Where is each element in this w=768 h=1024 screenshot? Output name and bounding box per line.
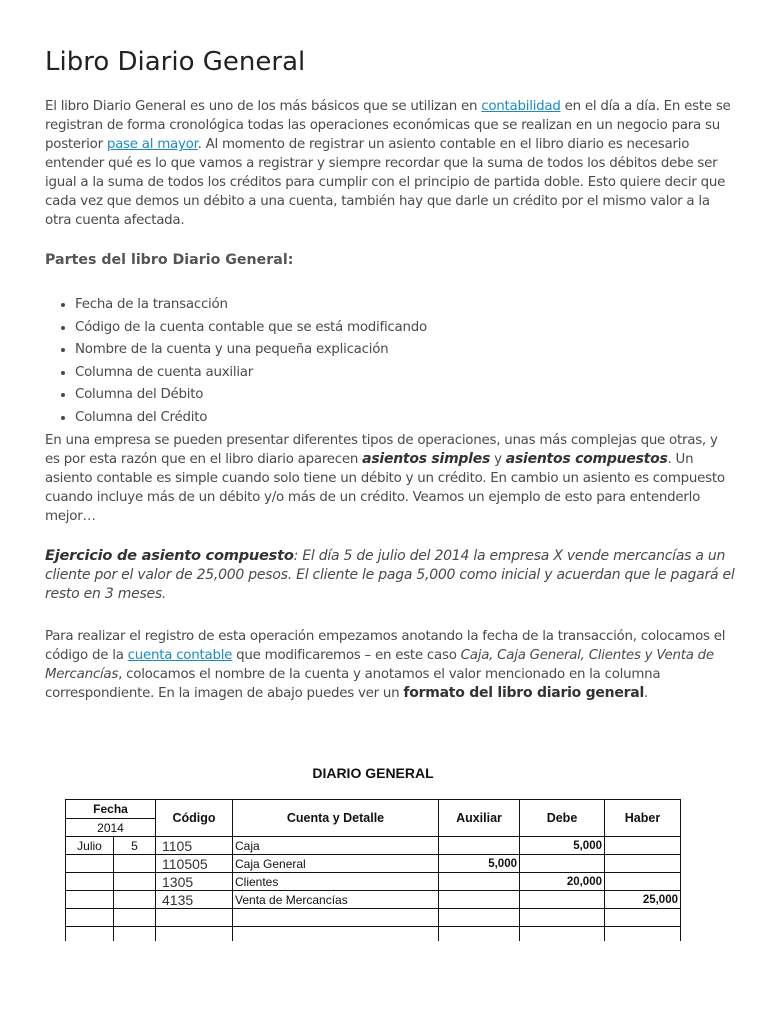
header-haber: Haber xyxy=(605,800,681,837)
asientos-simples-term: asientos simples xyxy=(362,451,491,467)
link-cuenta-contable[interactable]: cuenta contable xyxy=(127,648,233,663)
cell-day xyxy=(114,855,156,873)
cell-code: 4135 xyxy=(156,891,233,909)
list-item: • Columna del Débito xyxy=(75,384,735,407)
procedure-text-3: , colocamos el nombre de la cuenta y anotamos el valor mencionado en la columna correspondiente. En la imagen de abajo puedes ver un xyxy=(45,667,661,701)
cell-haber xyxy=(605,855,681,873)
intro-paragraph xyxy=(45,97,735,230)
cell-debe: 5,000 xyxy=(520,837,605,855)
cell-aux xyxy=(439,891,520,909)
empty-cell xyxy=(114,927,156,942)
page-title: Libro Diario General xyxy=(45,47,306,77)
cell-debe xyxy=(520,891,605,909)
exercise-text: : El día 5 de julio del 2014 la empresa X vende mercancías a un cliente por el valor de 25,000 pesos. El cliente le paga 5,000 como inicial y acuerdan que le pagará el resto en 3 meses. xyxy=(45,548,735,602)
table-header-row xyxy=(66,800,681,819)
empty-cell xyxy=(233,909,439,927)
cell-debe xyxy=(520,855,605,873)
header-cuenta: Cuenta y Detalle xyxy=(233,800,439,837)
procedure-text-1: Para realizar el registro de esta operación empezamos anotando la fecha de la transacción, colocamos el código de la xyxy=(45,629,726,663)
procedure-text-2: que modificaremos – en este caso xyxy=(232,648,461,663)
link-pase-al-mayor[interactable]: pase al mayor xyxy=(106,137,198,152)
intro-text-2: en el día a día. En este se registran de forma cronológica todas las operaciones económicas que se realizan en un negocio para su posterior xyxy=(45,99,731,152)
empty-cell xyxy=(520,927,605,942)
procedure-format-term: formato del libro diario general xyxy=(403,685,645,701)
types-paragraph xyxy=(45,431,735,526)
intro-text-1: El libro Diario General es uno de los más básicos que se utilizan en xyxy=(45,99,482,114)
list-item: • Columna de cuenta auxiliar xyxy=(75,362,735,385)
cell-day xyxy=(114,891,156,909)
empty-cell xyxy=(156,909,233,927)
header-debe: Debe xyxy=(520,800,605,837)
table-row xyxy=(66,855,681,873)
cell-code: 1105 xyxy=(156,837,233,855)
parts-list xyxy=(45,294,735,429)
procedure-text-4: . xyxy=(644,686,649,701)
list-item: • Nombre de la cuenta y una pequeña explicación xyxy=(75,339,735,362)
intro-text-3: . Al momento de registrar un asiento contable en el libro diario es necesario entender qué es lo que vamos a registrar y siempre recordar que la suma de todos los débitos debe ser igual a la suma de todos los créditos para cumplir con el principio de partida doble. Esto quiere decir que cada vez que demos un débito a una cuenta, también hay que darle un crédito por el mismo valor a la otra cuenta afectada. xyxy=(45,137,726,228)
empty-cell xyxy=(156,927,233,942)
header-codigo: Código xyxy=(156,800,233,837)
cell-haber xyxy=(605,873,681,891)
empty-cell xyxy=(439,927,520,942)
parts-heading: Partes del libro Diario General: xyxy=(45,252,294,268)
empty-cell xyxy=(520,909,605,927)
header-fecha: Fecha xyxy=(66,800,156,819)
cell-code: 1305 xyxy=(156,873,233,891)
list-item: • Fecha de la transacción xyxy=(75,294,735,317)
cell-aux xyxy=(439,873,520,891)
cell-haber: 25,000 xyxy=(605,891,681,909)
cell-month: Julio xyxy=(66,837,114,855)
empty-cell xyxy=(66,927,114,942)
empty-cell xyxy=(114,909,156,927)
exercise-label: Ejercicio de asiento compuesto xyxy=(45,547,294,564)
procedure-accounts: Caja, Caja General, Clientes y Venta de Mercancías xyxy=(45,648,714,682)
empty-cell xyxy=(66,909,114,927)
table-row xyxy=(66,909,681,927)
table-row xyxy=(66,873,681,891)
empty-cell xyxy=(605,927,681,942)
cell-code: 110505 xyxy=(156,855,233,873)
header-year: 2014 xyxy=(66,819,156,837)
empty-cell xyxy=(605,909,681,927)
list-item: • Columna del Crédito xyxy=(75,407,735,430)
cell-account: Clientes xyxy=(233,873,439,891)
cell-aux: 5,000 xyxy=(439,855,520,873)
link-contabilidad[interactable]: contabilidad xyxy=(481,99,561,114)
empty-cell xyxy=(439,909,520,927)
list-item: • Código de la cuenta contable que se está modificando xyxy=(75,317,735,340)
empty-cell xyxy=(233,927,439,942)
header-auxiliar: Auxiliar xyxy=(439,800,520,837)
cell-debe: 20,000 xyxy=(520,873,605,891)
cell-account: Venta de Mercancías xyxy=(233,891,439,909)
cell-day xyxy=(114,873,156,891)
table-row xyxy=(66,891,681,909)
types-text-2: y xyxy=(490,452,506,467)
ledger-title: DIARIO GENERAL xyxy=(312,765,434,781)
cell-month xyxy=(66,855,114,873)
ledger-table xyxy=(65,799,681,941)
types-text-1: En una empresa se pueden presentar diferentes tipos de operaciones, unas más complejas que otras, y es por esta razón que en el libro diario aparecen xyxy=(45,433,718,467)
cell-month xyxy=(66,891,114,909)
types-text-3: . Un asiento contable es simple cuando solo tiene un débito y un crédito. En cambio un asiento es compuesto cuando incluye más de un débito y/o más de un crédito. Veamos un ejemplo de esto para entenderlo mejor… xyxy=(45,452,725,524)
asientos-compuestos-term: asientos compuestos xyxy=(505,451,668,467)
exercise-paragraph xyxy=(45,546,735,604)
cell-account: Caja General xyxy=(233,855,439,873)
cell-haber xyxy=(605,837,681,855)
table-row xyxy=(66,837,681,855)
cell-aux xyxy=(439,837,520,855)
table-row xyxy=(66,927,681,942)
cell-account: Caja xyxy=(233,837,439,855)
cell-month xyxy=(66,873,114,891)
cell-day: 5 xyxy=(114,837,156,855)
procedure-paragraph xyxy=(45,627,735,703)
